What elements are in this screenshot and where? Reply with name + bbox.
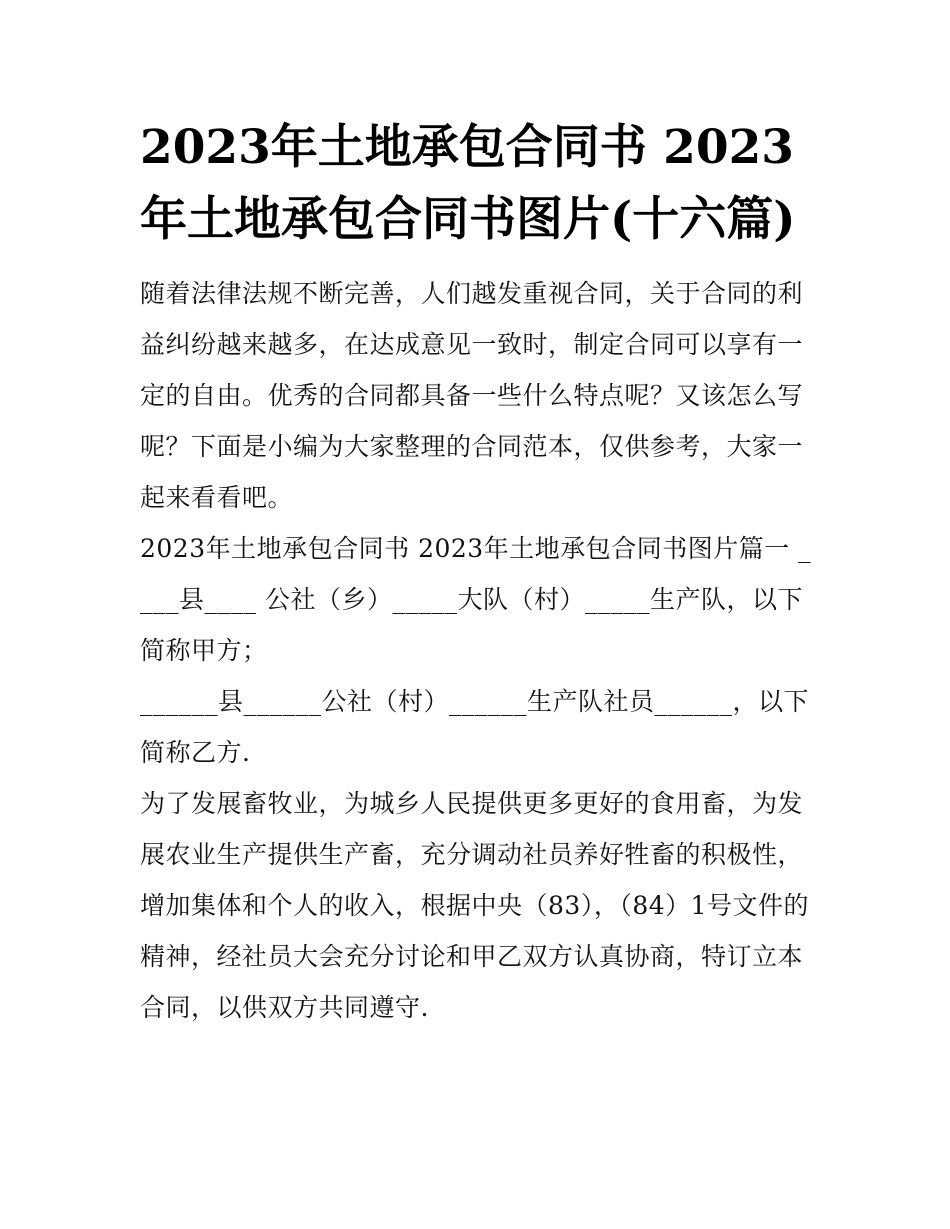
purpose-paragraph: 为了发展畜牧业，为城乡人民提供更多更好的食用畜，为发展农业生产提供生产畜，充分调动社员养好牲畜的积极性，增加集体和个人的收入，根据中央（83），（84）1号文件的精神，经社员大会充分讨论和甲乙双方认真协商，特订立本合同，以供双方共同遵守. [140, 789, 810, 1022]
document-page [140, 112, 815, 1033]
party-a-paragraph: 2023年土地承包合同书 2023年土地承包合同书图片篇一 ____县____ 公社（乡）_____大队（村）_____生产队，以下简称甲方； [140, 534, 812, 665]
party-b-paragraph: ______县______公社（村）______生产队社员______，以下简称乙方. [140, 687, 810, 767]
document-title: 2023年土地承包合同书 2023年土地承包合同书图片(十六篇) [140, 120, 796, 247]
intro-paragraph: 随着法律法规不断完善，人们越发重视合同，关于合同的利益纠纷越来越多，在达成意见一致时，制定合同可以享有一定的自由。优秀的合同都具备一些什么特点呢？又该怎么写呢？下面是小编为大家整理的合同范本，仅供参考，大家一起来看看吧。 [140, 279, 804, 512]
